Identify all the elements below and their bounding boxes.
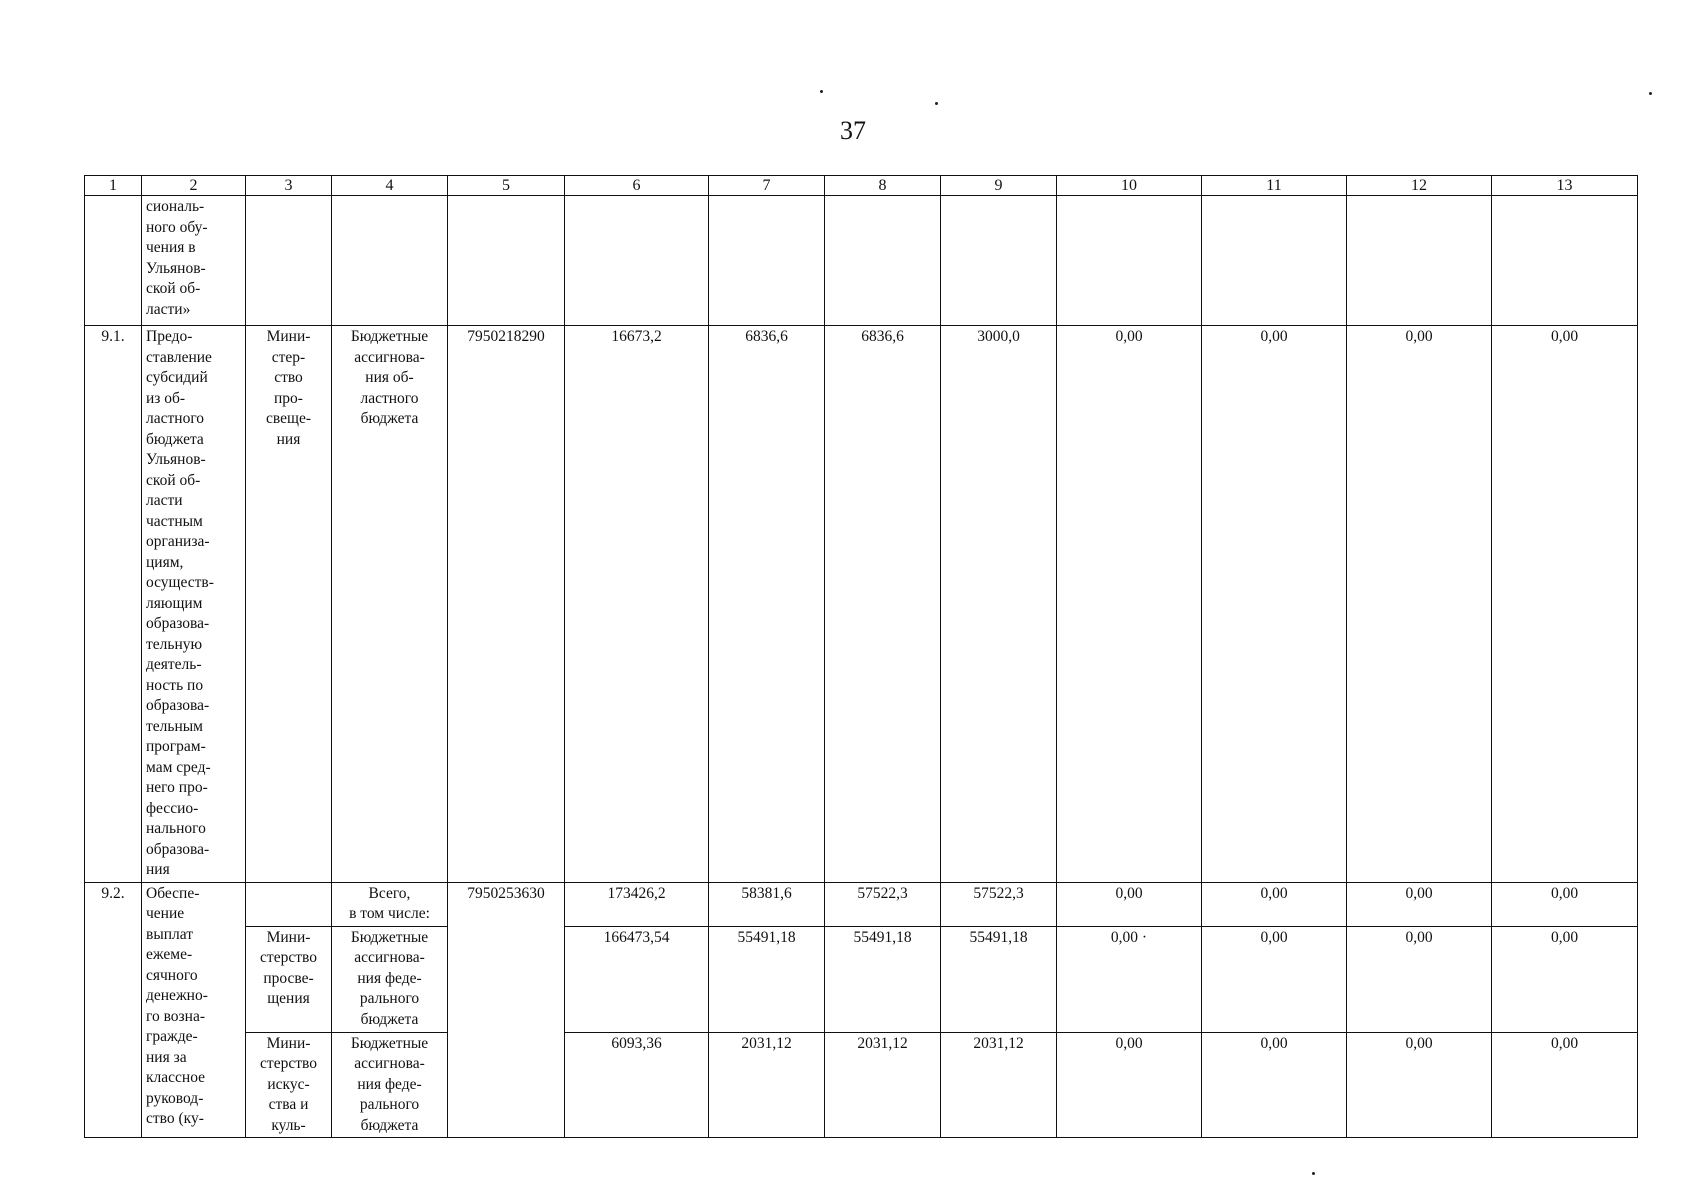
amount-year: 0,00: [1202, 326, 1347, 883]
amount-year: 0,00: [1492, 926, 1638, 1032]
text-line: просве-: [263, 969, 314, 987]
text-line: го возна-: [146, 1007, 206, 1025]
text-line: ния: [146, 861, 170, 878]
column-number: 3: [246, 176, 332, 196]
text-line: ния об-: [365, 369, 414, 386]
budget-code: 7950253630: [448, 882, 565, 1138]
text-line: ласти»: [146, 300, 191, 318]
text-line: Предо-: [146, 328, 193, 345]
column-number: 7: [709, 176, 825, 196]
text-line: Бюджетные: [350, 928, 429, 946]
text-line: Всего,: [368, 884, 411, 902]
text-line: ежеме-: [146, 946, 193, 963]
column-number: 9: [941, 176, 1057, 196]
text-line: мам сред-: [146, 758, 211, 776]
text-line: Бюджетные: [350, 328, 429, 345]
text-line: сячного: [146, 966, 198, 984]
column-number: 8: [825, 176, 941, 196]
amount-year: 55491,18: [709, 926, 825, 1032]
text-line: куль-: [271, 1116, 306, 1134]
text-line: образова-: [146, 615, 210, 632]
text-line: циям,: [146, 553, 184, 571]
text-line: нального: [146, 820, 206, 837]
text-line: стерство: [260, 949, 317, 966]
table-row-9-2-total: [85, 882, 1638, 926]
text-line: ния феде-: [357, 1075, 422, 1093]
row-number: 9.2.: [85, 882, 142, 1138]
text-line: выплат: [146, 925, 194, 943]
executor: [246, 926, 332, 1032]
text-line: образова-: [146, 697, 210, 714]
amount-year: 6836,6: [825, 326, 941, 883]
text-line: тельным: [146, 717, 203, 735]
text-line: ласти: [146, 492, 183, 509]
text-line: стерство: [260, 1055, 317, 1072]
scan-speck: [820, 90, 823, 93]
amount-year: 0,00: [1347, 326, 1492, 883]
page-number: 37: [840, 116, 866, 145]
column-number: 5: [448, 176, 565, 196]
text-line: стер-: [271, 348, 306, 366]
amount-year: 0,00: [1202, 926, 1347, 1032]
amount-year: 55491,18: [941, 926, 1057, 1032]
measure-name: [142, 882, 246, 1138]
text-line: ства и: [268, 1096, 309, 1113]
text-line: руковод-: [146, 1089, 204, 1107]
text-line: организа-: [146, 533, 210, 550]
text-line: чение: [146, 905, 185, 922]
text-line: субсидий: [146, 369, 208, 386]
text-line: Бюджетные: [350, 1034, 429, 1052]
text-line: ассигнова-: [354, 348, 425, 366]
text-line: частным: [146, 512, 203, 530]
column-number: 1: [85, 176, 142, 196]
amount-year: 3000,0: [941, 326, 1057, 883]
text-line: ния: [276, 430, 301, 448]
text-line: свеще-: [266, 410, 311, 427]
budget-table: [84, 175, 1638, 1138]
text-line: ность по: [146, 676, 204, 694]
text-line: рального: [359, 1096, 420, 1113]
amount-year: 0,00: [1057, 1032, 1202, 1138]
text-line: про-: [274, 389, 303, 407]
scan-speck: [935, 102, 938, 105]
column-number: 4: [332, 176, 448, 196]
text-line: ластного: [360, 389, 419, 407]
column-number: 6: [565, 176, 709, 196]
amount-year: 2031,12: [825, 1032, 941, 1138]
funding-source: [332, 326, 448, 883]
amount-year: 0,00: [1347, 882, 1492, 926]
text-line: осуществ-: [146, 574, 214, 591]
text-line: Обеспе-: [146, 884, 200, 902]
text-line: ластного: [146, 410, 205, 427]
scan-speck: [1649, 92, 1652, 95]
table-row-9-2-culture: [85, 1032, 1638, 1138]
column-number: 12: [1347, 176, 1492, 196]
budget-code: 7950218290: [448, 326, 565, 883]
amount-total: 166473,54: [565, 926, 709, 1032]
amount-year: 0,00: [1057, 326, 1202, 883]
text-line: Мини-: [266, 928, 311, 946]
text-line: из об-: [146, 389, 186, 407]
text-line: ставление: [146, 348, 212, 366]
amount-year: 57522,3: [825, 882, 941, 926]
text-line: гражде-: [146, 1028, 198, 1045]
text-line: него про-: [146, 779, 208, 796]
text-line: ской об-: [146, 280, 201, 297]
text-line: образова-: [146, 840, 210, 858]
column-number: 11: [1202, 176, 1347, 196]
column-number: 2: [142, 176, 246, 196]
amount-year: 58381,6: [709, 882, 825, 926]
text-line: ассигнова-: [354, 949, 425, 966]
measure-name-continued: [142, 196, 246, 326]
text-line: ство: [274, 369, 303, 386]
text-line: рального: [359, 990, 420, 1007]
amount-year: 2031,12: [941, 1032, 1057, 1138]
text-line: денежно-: [146, 987, 208, 1004]
text-line: искус-: [267, 1075, 310, 1093]
row-number: 9.1.: [85, 326, 142, 883]
text-line: ство (ку-: [146, 1110, 204, 1127]
continuation-row: [85, 196, 1638, 326]
text-line: деятель-: [146, 656, 202, 673]
text-line: тельную: [146, 635, 203, 653]
amount-year: 0,00: [1492, 1032, 1638, 1138]
amount-year: 0,00: [1347, 926, 1492, 1032]
text-line: ного обу-: [146, 218, 208, 236]
text-line: фессио-: [146, 799, 199, 817]
amount-year: 0,00: [1492, 326, 1638, 883]
scan-speck: [1312, 1172, 1315, 1175]
table-row-9-2-education: [85, 926, 1638, 1032]
text-line: ляющим: [146, 594, 203, 612]
amount-year: 0,00: [1202, 882, 1347, 926]
text-line: классное: [146, 1069, 206, 1086]
text-line: ассигнова-: [354, 1055, 425, 1072]
text-line: щения: [267, 990, 310, 1007]
amount-year: 0,00: [1057, 882, 1202, 926]
amount-year: 0,00 ·: [1057, 926, 1202, 1032]
amount-total: 6093,36: [565, 1032, 709, 1138]
executor: [246, 1032, 332, 1138]
amount-total: 16673,2: [565, 326, 709, 883]
funding-source: [332, 1032, 448, 1138]
text-line: ской об-: [146, 471, 201, 489]
amount-total: 173426,2: [565, 882, 709, 926]
text-line: Ульянов-: [146, 451, 206, 468]
column-number: 10: [1057, 176, 1202, 196]
text-line: бюджета: [360, 1116, 419, 1134]
text-line: сиональ-: [146, 198, 205, 215]
text-line: чения в: [146, 239, 196, 256]
amount-year: 0,00: [1202, 1032, 1347, 1138]
amount-year: 0,00: [1492, 882, 1638, 926]
funding-source-total: [332, 882, 448, 926]
amount-year: 0,00: [1347, 1032, 1492, 1138]
funding-source: [332, 926, 448, 1032]
text-line: Мини-: [266, 1034, 311, 1052]
text-line: бюджета: [360, 410, 419, 427]
amount-year: 2031,12: [709, 1032, 825, 1138]
text-line: бюджета: [360, 1010, 419, 1028]
text-line: програм-: [146, 738, 206, 755]
text-line: Мини-: [266, 328, 311, 345]
text-line: ния феде-: [357, 969, 422, 987]
table-row-9-1: [85, 326, 1638, 883]
text-line: в том числе:: [349, 905, 430, 922]
amount-year: 6836,6: [709, 326, 825, 883]
text-line: Ульянов-: [146, 259, 206, 277]
text-line: ния за: [146, 1048, 187, 1066]
amount-year: 55491,18: [825, 926, 941, 1032]
amount-year: 57522,3: [941, 882, 1057, 926]
text-line: бюджета: [146, 430, 204, 448]
column-number: 13: [1492, 176, 1638, 196]
column-number-row: [85, 176, 1638, 196]
executor: [246, 326, 332, 883]
measure-name: [142, 326, 246, 883]
